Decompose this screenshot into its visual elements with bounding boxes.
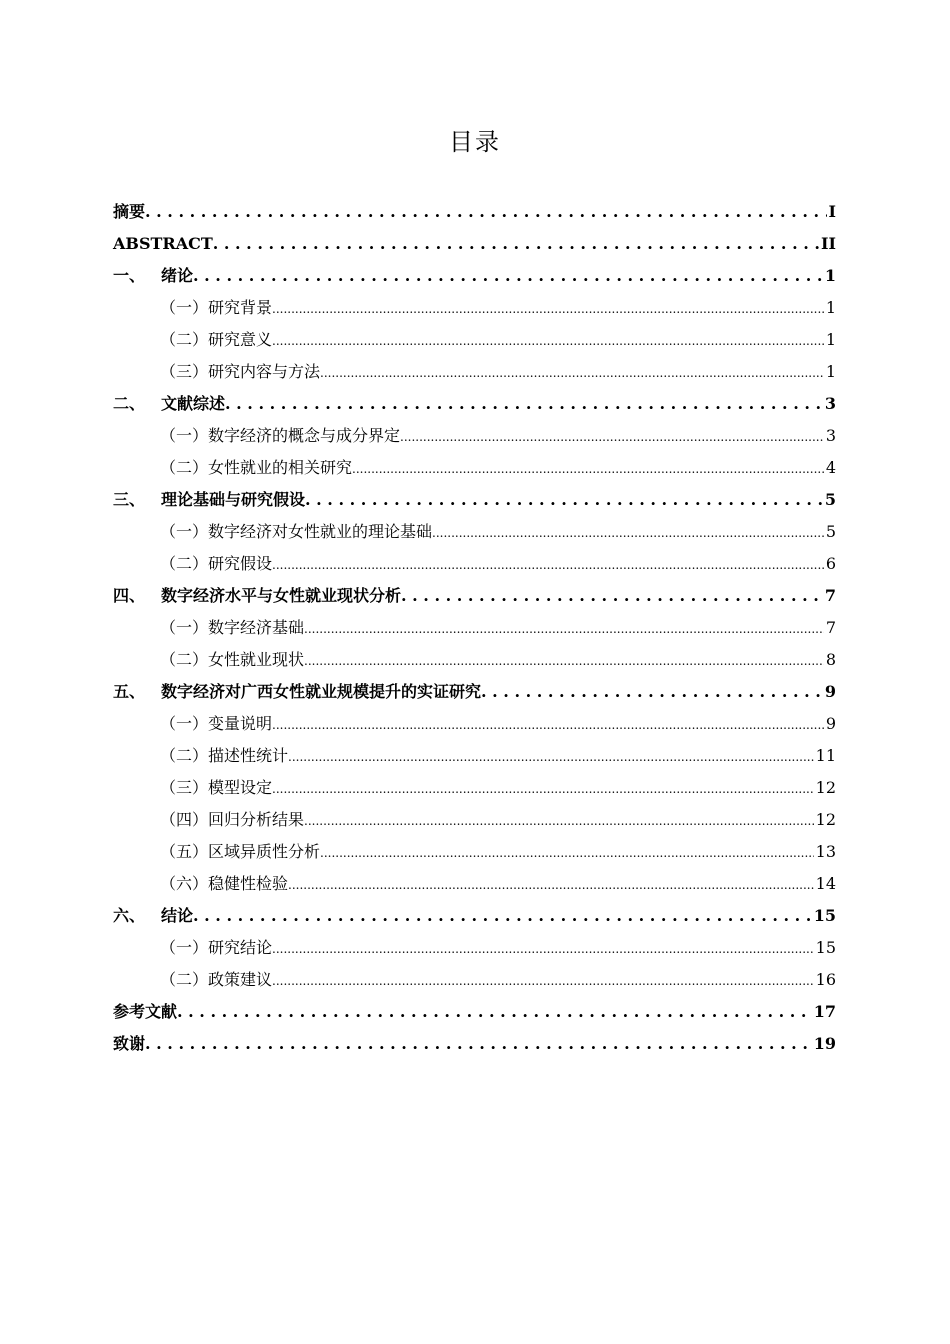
toc-entry-number: 三、: [113, 490, 146, 509]
toc-entry-number: 二、: [113, 394, 146, 413]
toc-entry-label: （一）数字经济的概念与成分界定: [160, 426, 401, 445]
dot-leader: [272, 772, 814, 804]
toc-entry-chapter[interactable]: [113, 228, 836, 260]
dot-leader: [401, 580, 823, 612]
toc-entry-chapter[interactable]: [113, 388, 836, 420]
toc-entry-label: 绪论: [161, 266, 194, 285]
toc-entry-label: 数字经济对广西女性就业规模提升的实证研究: [161, 682, 482, 701]
dot-leader: [213, 228, 819, 260]
toc-entry-page-number: 3: [824, 394, 836, 413]
toc-entry-label: （三）模型设定: [160, 778, 273, 797]
dot-leader: [272, 548, 824, 580]
toc-entry-section[interactable]: [113, 292, 836, 324]
dot-leader: [481, 676, 823, 708]
toc-entry-number: 六、: [113, 906, 146, 925]
toc-entry-section[interactable]: [113, 644, 836, 676]
toc-entry-label: 摘要: [113, 202, 146, 221]
toc-entry-page-number: 6: [825, 554, 836, 573]
toc-entry-section[interactable]: [113, 548, 836, 580]
dot-leader: [177, 996, 812, 1028]
table-of-contents: [113, 196, 836, 1060]
toc-entry-chapter[interactable]: [113, 996, 836, 1028]
toc-entry-label: 致谢: [113, 1034, 146, 1053]
toc-entry-page-number: 8: [825, 650, 836, 669]
dot-leader: [225, 388, 823, 420]
toc-entry-page-number: 7: [825, 618, 836, 637]
toc-entry-section[interactable]: [113, 868, 836, 900]
dot-leader: [400, 420, 824, 452]
toc-entry-label: 参考文献: [113, 1002, 178, 1021]
toc-entry-page-number: 12: [815, 778, 836, 797]
toc-entry-page-number: 11: [815, 746, 836, 765]
dot-leader: [272, 932, 814, 964]
toc-entry-page-number: 15: [813, 906, 836, 925]
toc-entry-label: （二）女性就业现状: [160, 650, 305, 669]
toc-entry-chapter[interactable]: [113, 484, 836, 516]
toc-entry-label: （五）区域异质性分析: [160, 842, 321, 861]
toc-entry-chapter[interactable]: [113, 196, 836, 228]
dot-leader: [432, 516, 824, 548]
toc-entry-section[interactable]: [113, 324, 836, 356]
toc-entry-chapter[interactable]: [113, 900, 836, 932]
toc-entry-chapter[interactable]: [113, 580, 836, 612]
toc-entry-chapter[interactable]: [113, 1028, 836, 1060]
toc-entry-page-number: 15: [815, 938, 836, 957]
toc-entry-section[interactable]: [113, 740, 836, 772]
toc-entry-page-number: 4: [825, 458, 836, 477]
toc-entry-page-number: 1: [825, 362, 836, 381]
toc-entry-page-number: 5: [825, 522, 836, 541]
toc-entry-label: （二）女性就业的相关研究: [160, 458, 353, 477]
dot-leader: [305, 484, 823, 516]
toc-entry-number: 四、: [113, 586, 146, 605]
toc-entry-label: （一）研究结论: [160, 938, 273, 957]
toc-entry-page-number: 14: [815, 874, 836, 893]
toc-entry-section[interactable]: [113, 964, 836, 996]
toc-entry-page-number: I: [828, 202, 836, 221]
dot-leader: [272, 964, 814, 996]
toc-entry-page-number: 17: [813, 1002, 836, 1021]
toc-entry-label: （一）研究背景: [160, 298, 273, 317]
toc-entry-page-number: 16: [815, 970, 836, 989]
toc-entry-section[interactable]: [113, 932, 836, 964]
dot-leader: [272, 708, 824, 740]
dot-leader: [193, 900, 812, 932]
toc-entry-section[interactable]: [113, 772, 836, 804]
toc-entry-label: （六）稳健性检验: [160, 874, 289, 893]
toc-entry-section[interactable]: [113, 452, 836, 484]
dot-leader: [320, 836, 814, 868]
dot-leader: [193, 260, 823, 292]
toc-entry-page-number: II: [821, 234, 836, 253]
dot-leader: [145, 1028, 812, 1060]
toc-entry-label: ABSTRACT: [113, 234, 213, 253]
dot-leader: [272, 292, 824, 324]
toc-entry-page-number: 19: [813, 1034, 836, 1053]
dot-leader: [304, 644, 824, 676]
dot-leader: [352, 452, 824, 484]
dot-leader: [145, 196, 827, 228]
toc-entry-section[interactable]: [113, 516, 836, 548]
toc-entry-page-number: 12: [815, 810, 836, 829]
toc-entry-page-number: 9: [825, 714, 836, 733]
toc-entry-label: 结论: [161, 906, 194, 925]
toc-entry-page-number: 13: [815, 842, 836, 861]
toc-entry-section[interactable]: [113, 708, 836, 740]
toc-entry-page-number: 1: [825, 330, 836, 349]
toc-entry-section[interactable]: [113, 420, 836, 452]
toc-entry-label: （三）研究内容与方法: [160, 362, 321, 381]
toc-entry-label: 文献综述: [161, 394, 226, 413]
toc-entry-label: （一）数字经济对女性就业的理论基础: [160, 522, 433, 541]
page-title: 目录: [449, 128, 501, 156]
toc-entry-label: （二）研究意义: [160, 330, 273, 349]
toc-entry-label: （一）数字经济基础: [160, 618, 305, 637]
toc-entry-label: （一）变量说明: [160, 714, 273, 733]
toc-entry-label: （四）回归分析结果: [160, 810, 305, 829]
dot-leader: [272, 324, 824, 356]
toc-entry-page-number: 9: [824, 682, 836, 701]
toc-entry-number: 一、: [113, 266, 146, 285]
toc-entry-section[interactable]: [113, 356, 836, 388]
toc-entry-number: 五、: [113, 682, 146, 701]
dot-leader: [304, 612, 824, 644]
toc-entry-label: （二）描述性统计: [160, 746, 289, 765]
dot-leader: [304, 804, 814, 836]
toc-entry-label: 数字经济水平与女性就业现状分析: [161, 586, 402, 605]
toc-entry-page-number: 5: [824, 490, 836, 509]
dot-leader: [288, 740, 814, 772]
toc-entry-label: （二）研究假设: [160, 554, 273, 573]
toc-entry-page-number: 7: [824, 586, 836, 605]
toc-entry-section[interactable]: [113, 612, 836, 644]
toc-entry-label: （二）政策建议: [160, 970, 273, 989]
toc-entry-section[interactable]: [113, 804, 836, 836]
dot-leader: [288, 868, 814, 900]
dot-leader: [320, 356, 824, 388]
toc-entry-chapter[interactable]: [113, 260, 836, 292]
toc-entry-chapter[interactable]: [113, 676, 836, 708]
toc-entry-section[interactable]: [113, 836, 836, 868]
toc-entry-page-number: 1: [825, 298, 836, 317]
toc-entry-page-number: 1: [824, 266, 836, 285]
toc-entry-page-number: 3: [825, 426, 836, 445]
toc-entry-label: 理论基础与研究假设: [161, 490, 306, 509]
